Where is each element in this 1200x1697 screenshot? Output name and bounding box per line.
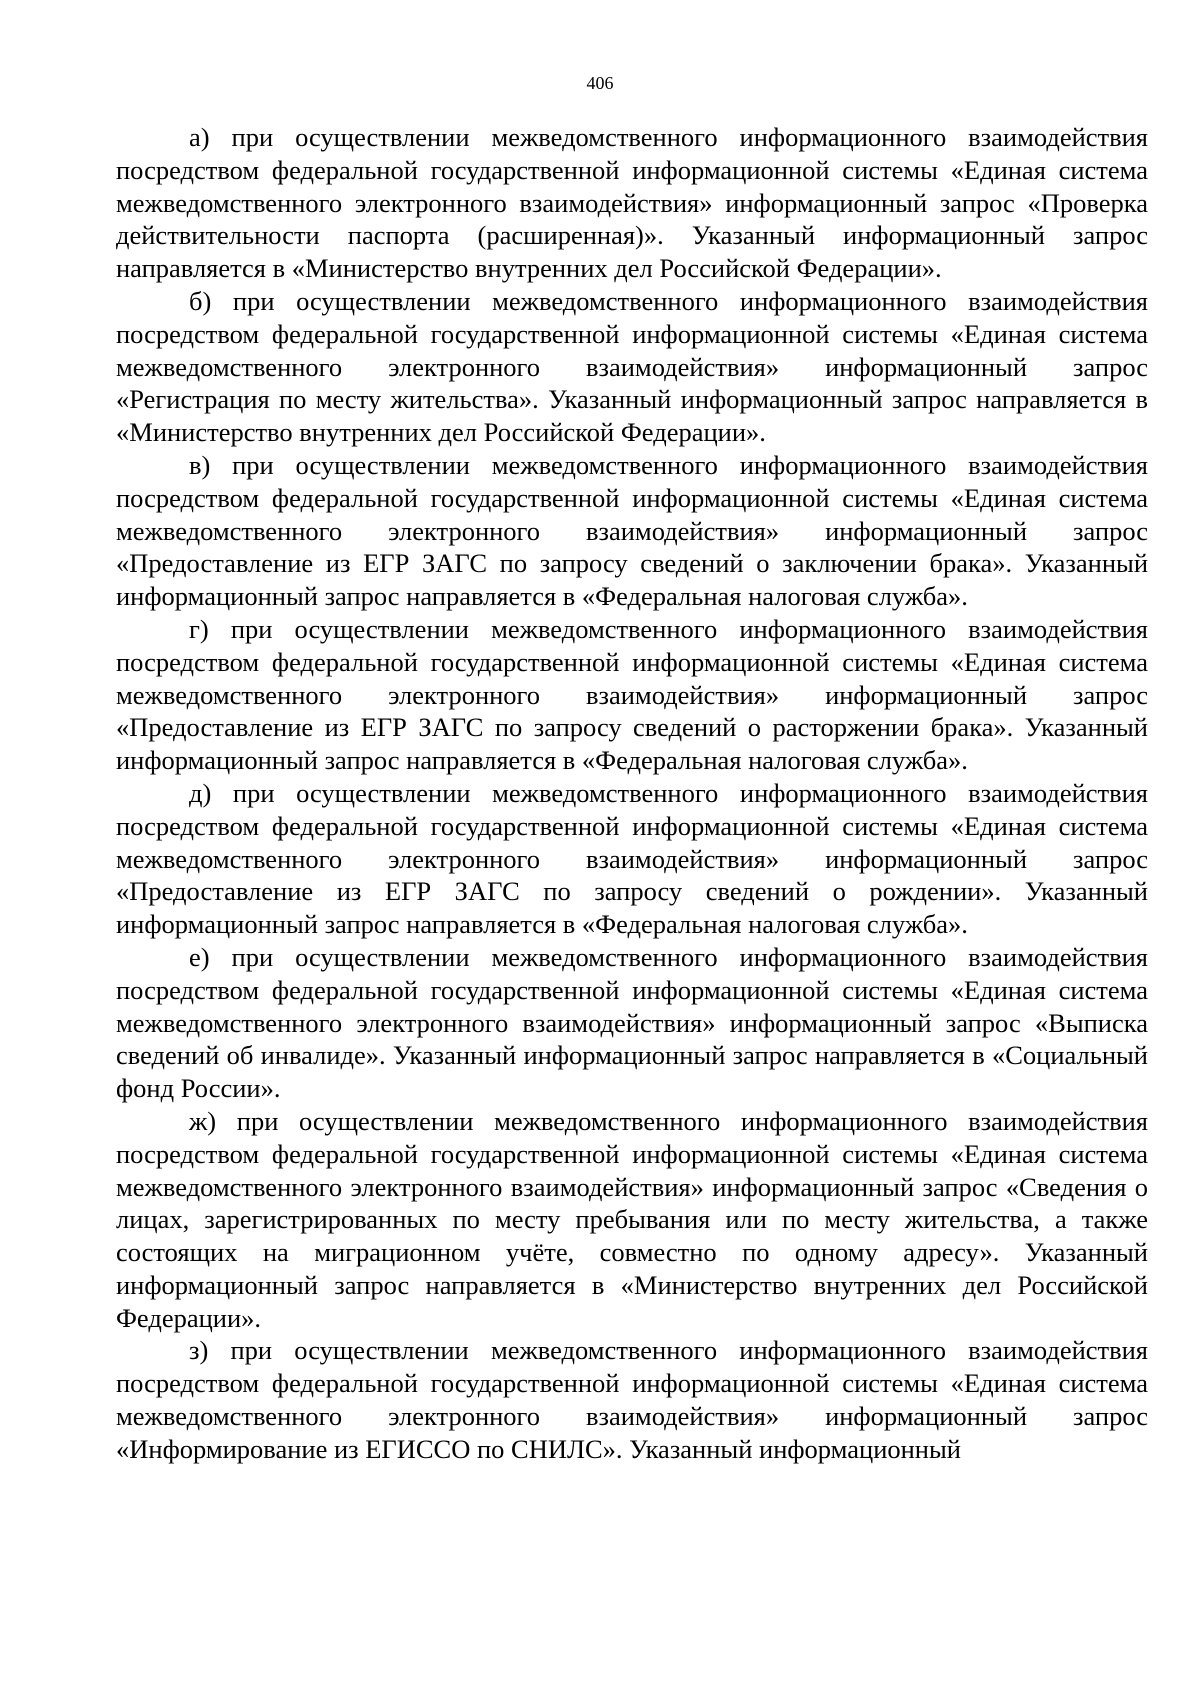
paragraph-d: д) при осуществлении межведомственного информационного взаимодействия посредством федеральной государственной информационной системы «Единая система межведомственного электронного взаимодействия» информационный запрос «Предоставление из ЕГР ЗАГС по запросу сведений о рождении». Указанный информационный запрос направляется в «Федеральная налоговая служба». [116,777,1148,940]
paragraph-e: е) при осуществлении межведомственного информационного взаимодействия посредством федеральной государственной информационной системы «Единая система межведомственного электронного взаимодействия» информационный запрос «Выписка сведений об инвалиде». Указанный информационный запрос направляется в «Социальный фонд России». [116,941,1148,1104]
paragraph-zh: ж) при осуществлении межведомственного информационного взаимодействия посредством федеральной государственной информационной системы «Единая система межведомственного электронного взаимодействия» информационный запрос «Сведения о лицах, зарегистрированных по месту пребывания или по месту жительства, а также состоящих на миграционном учёте, совместно по одному адресу». Указанный информационный запрос направляется в «Министерство внутренних дел Российской Федерации». [116,1105,1148,1333]
paragraph-b: б) при осуществлении межведомственного информационного взаимодействия посредством федеральной государственной информационной системы «Единая система межведомственного электронного взаимодействия» информационный запрос «Регистрация по месту жительства». Указанный информационный запрос направляется в «Министерство внутренних дел Российской Федерации». [116,285,1148,448]
paragraph-v: в) при осуществлении межведомственного информационного взаимодействия посредством федеральной государственной информационной системы «Единая система межведомственного электронного взаимодействия» информационный запрос «Предоставление из ЕГР ЗАГС по запросу сведений о заключении брака». Указанный информационный запрос направляется в «Федеральная налоговая служба». [116,449,1148,612]
paragraph-a: а) при осуществлении межведомственного информационного взаимодействия посредством федеральной государственной информационной системы «Единая система межведомственного электронного взаимодействия» информационный запрос «Проверка действительности паспорта (расширенная)». Указанный информационный запрос направляется в «Министерство внутренних дел Российской Федерации». [116,122,1148,284]
paragraph-g: г) при осуществлении межведомственного информационного взаимодействия посредством федеральной государственной информационной системы «Единая система межведомственного электронного взаимодействия» информационный запрос «Предоставление из ЕГР ЗАГС по запросу сведений о расторжении брака». Указанный информационный запрос направляется в «Федеральная налоговая служба». [116,613,1148,776]
paragraph-z: з) при осуществлении межведомственного информационного взаимодействия посредством федеральной государственной информационной системы «Единая система межведомственного электронного взаимодействия» информационный запрос «Информирование из ЕГИССО по СНИЛС». Указанный информационный [116,1335,1148,1464]
page-number: 406 [586,73,614,93]
document-body [116,121,1148,1466]
